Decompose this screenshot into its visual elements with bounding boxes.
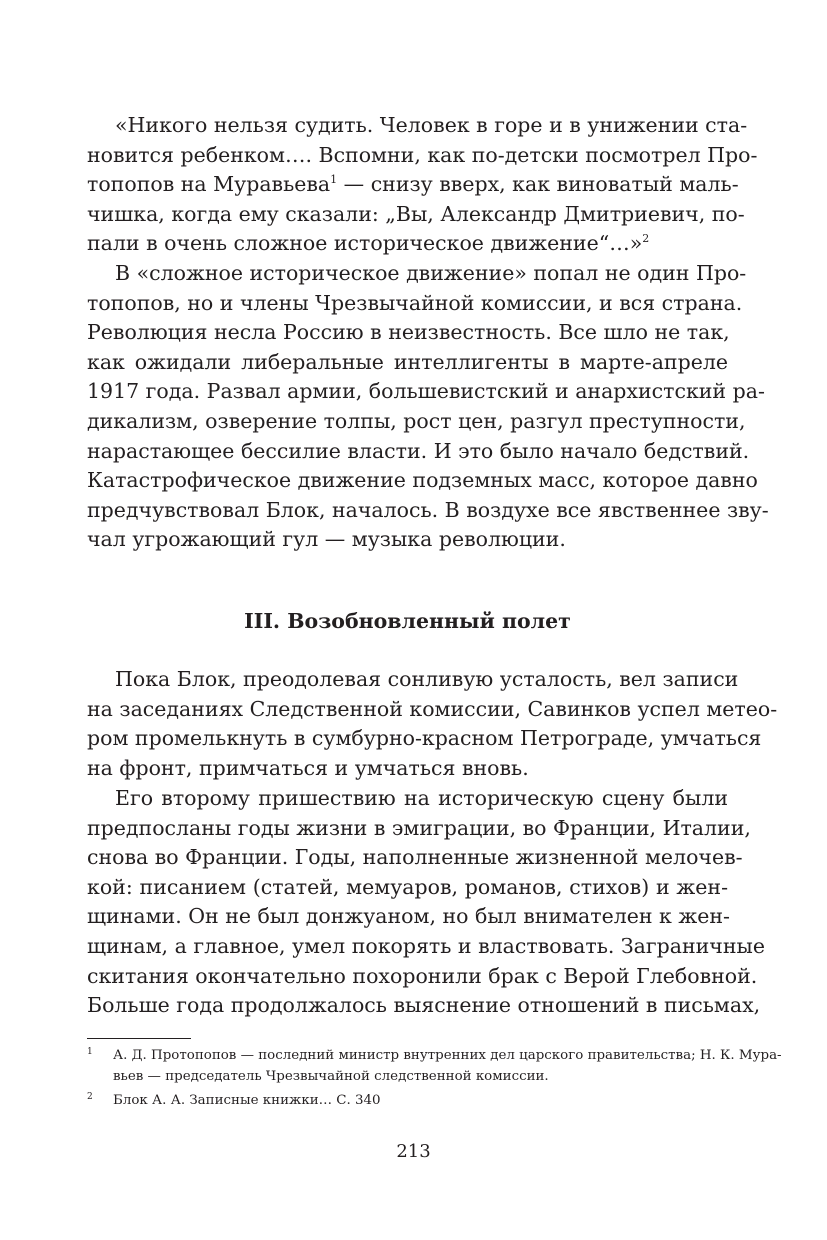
- footnotes: [87, 1045, 782, 1114]
- text-line: как ожидали либеральные интеллигенты в марте-апреле: [87, 349, 728, 374]
- footnote-line: вьев — председатель Чрезвычайной следственной комиссии.: [113, 1069, 549, 1084]
- text-line: снова во Франции. Годы, наполненные жизненной мелочев-: [87, 845, 743, 870]
- page-number: 213: [396, 1141, 431, 1162]
- footnote-divider: [87, 1038, 191, 1039]
- text-line: кой: писанием (статей, мемуаров, романов, стихов) и жен-: [87, 874, 728, 899]
- text-line: дикализм, озверение толпы, рост цен, разгул преступности,: [87, 408, 746, 433]
- text-line: нарастающее бессилие власти. И это было начало бедствий.: [87, 438, 750, 463]
- footnote-ref-2[interactable]: 2: [642, 232, 650, 246]
- text-fragment: — снизу вверх, как виноватый маль-: [337, 172, 739, 197]
- footnote-2: [87, 1090, 728, 1111]
- text-line: Его второму пришествию на историческую сцену были: [115, 786, 728, 810]
- text-line: Катастрофическое движение подземных масс, которое давно: [87, 468, 758, 493]
- footnote-ref-1[interactable]: 1: [330, 173, 338, 187]
- text-line: предпосланы годы жизни в эмиграции, во Франции, Италии,: [87, 815, 751, 840]
- text-line: щинам, а главное, умел покорять и властвовать. Заграничные: [87, 933, 765, 958]
- text-line: новится ребенком…. Вспомни, как по-детски посмотрел Про-: [87, 142, 758, 167]
- text-line: щинами. Он не был донжуаном, но был внимателен к жен-: [87, 904, 730, 929]
- section-heading: III. Возобновленный полет: [244, 609, 571, 633]
- text-line: чал угрожающий гул — музыка революции.: [87, 527, 566, 552]
- text-line: чишка, когда ему сказали: „Вы, Александр Дмитриевич, по-: [87, 201, 745, 226]
- text-line: ром промелькнуть в сумбурно-красном Петрограде, умчаться: [87, 726, 762, 751]
- text-line: Пока Блок, преодолевая сонливую усталость, вел записи: [115, 667, 739, 691]
- text-line: [87, 170, 739, 200]
- paragraph-emigration: [87, 784, 765, 1021]
- text-line: на заседаниях Следственной комиссии, Савинков успел метео-: [87, 696, 778, 721]
- text-line: 1917 года. Развал армии, большевистский и анархистский ра-: [87, 379, 765, 404]
- paragraph-savinkov-flight: [87, 665, 778, 783]
- paragraph-quote: [87, 111, 758, 259]
- footnote-1: [87, 1045, 782, 1087]
- text-line: «Никого нельзя судить. Человек в горе и в унижении ста-: [115, 113, 748, 137]
- footnote-number: 1: [87, 1047, 93, 1057]
- text-line: предчувствовал Блок, началось. В воздухе все явственнее зву-: [87, 497, 769, 522]
- paragraph-historical-movement: [87, 259, 769, 555]
- footnote-line: А. Д. Протопопов — последний министр внутренних дел царского правительства; Н. К. Мура-: [113, 1048, 782, 1063]
- text-line: топопов, но и члены Чрезвычайной комиссии, и вся страна.: [87, 290, 743, 315]
- text-line: на фронт, примчаться и умчаться вновь.: [87, 755, 529, 780]
- footnote-line: Блок А. А. Записные книжки… С. 340: [113, 1093, 381, 1108]
- text-line: Больше года продолжалось выяснение отношений в письмах,: [87, 993, 761, 1018]
- text-fragment: пали в очень сложное историческое движение“…»: [87, 231, 643, 256]
- text-line: [87, 229, 728, 259]
- text-line: скитания окончательно похоронили брак с Верой Глебовной.: [87, 963, 758, 988]
- footnote-number: 2: [87, 1092, 93, 1102]
- text-line: Революция несла Россию в неизвестность. Все шло не так,: [87, 320, 730, 345]
- text-fragment: топопов на Муравьева: [87, 172, 331, 197]
- text-line: В «сложное историческое движение» попал не один Про-: [115, 261, 747, 285]
